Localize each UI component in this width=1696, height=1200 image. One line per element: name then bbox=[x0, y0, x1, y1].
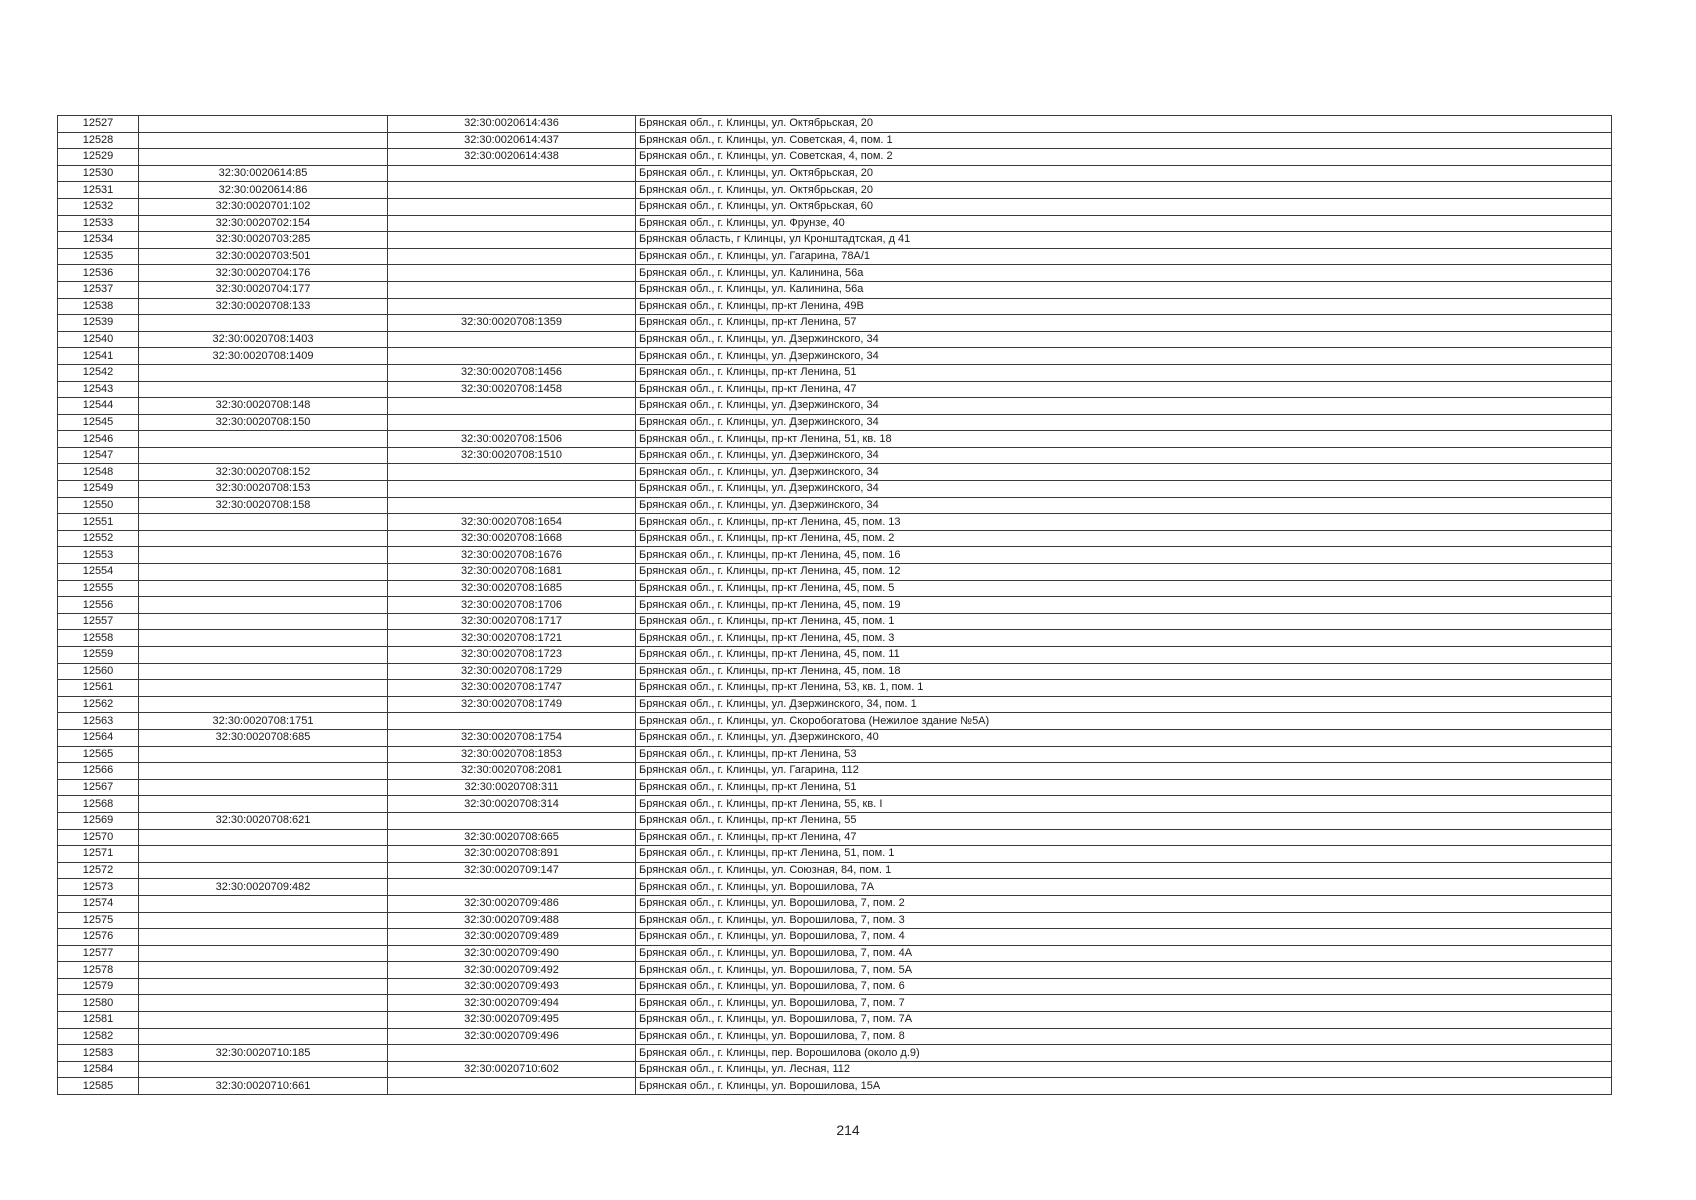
table-row bbox=[58, 481, 1612, 498]
table-row bbox=[58, 1012, 1612, 1029]
building-cadastral-cell bbox=[388, 812, 636, 829]
address-cell: Брянская обл., г. Клинцы, ул. Калинина, 56а bbox=[636, 281, 1612, 298]
table-row bbox=[58, 1061, 1612, 1078]
row-number-cell: 12539 bbox=[58, 315, 139, 332]
row-number-cell: 12566 bbox=[58, 763, 139, 780]
land-cadastral-cell bbox=[139, 447, 388, 464]
building-cadastral-cell: 32:30:0020708:311 bbox=[388, 779, 636, 796]
table-row bbox=[58, 978, 1612, 995]
building-cadastral-cell bbox=[388, 713, 636, 730]
row-number-cell: 12547 bbox=[58, 447, 139, 464]
row-number-cell: 12546 bbox=[58, 431, 139, 448]
land-cadastral-cell bbox=[139, 580, 388, 597]
land-cadastral-cell: 32:30:0020708:153 bbox=[139, 481, 388, 498]
land-cadastral-cell bbox=[139, 663, 388, 680]
building-cadastral-cell: 32:30:0020708:1853 bbox=[388, 746, 636, 763]
table-row bbox=[58, 879, 1612, 896]
building-cadastral-cell bbox=[388, 331, 636, 348]
table-row bbox=[58, 514, 1612, 531]
table-row bbox=[58, 713, 1612, 730]
address-cell: Брянская обл., г. Клинцы, ул. Скоробогатова (Нежилое здание №5А) bbox=[636, 713, 1612, 730]
building-cadastral-cell: 32:30:0020708:1723 bbox=[388, 647, 636, 664]
land-cadastral-cell bbox=[139, 132, 388, 149]
address-cell: Брянская обл., г. Клинцы, ул. Советская, 4, пом. 2 bbox=[636, 149, 1612, 166]
land-cadastral-cell bbox=[139, 564, 388, 581]
address-cell: Брянская обл., г. Клинцы, ул. Ворошилова, 7, пом. 8 bbox=[636, 1028, 1612, 1045]
land-cadastral-cell bbox=[139, 514, 388, 531]
row-number-cell: 12573 bbox=[58, 879, 139, 896]
row-number-cell: 12570 bbox=[58, 829, 139, 846]
row-number-cell: 12548 bbox=[58, 464, 139, 481]
land-cadastral-cell bbox=[139, 1012, 388, 1029]
address-cell: Брянская обл., г. Клинцы, пр-кт Ленина, 51, пом. 1 bbox=[636, 846, 1612, 863]
table-row bbox=[58, 929, 1612, 946]
table-row bbox=[58, 796, 1612, 813]
address-cell: Брянская обл., г. Клинцы, ул. Калинина, 56а bbox=[636, 265, 1612, 282]
row-number-cell: 12536 bbox=[58, 265, 139, 282]
table-row bbox=[58, 315, 1612, 332]
address-cell: Брянская область, г Клинцы, ул Кронштадтская, д 41 bbox=[636, 232, 1612, 249]
table-row bbox=[58, 630, 1612, 647]
building-cadastral-cell bbox=[388, 1045, 636, 1062]
table-row bbox=[58, 265, 1612, 282]
row-number-cell: 12534 bbox=[58, 232, 139, 249]
address-cell: Брянская обл., г. Клинцы, ул. Ворошилова, 7, пом. 4А bbox=[636, 945, 1612, 962]
address-cell: Брянская обл., г. Клинцы, ул. Дзержинского, 34 bbox=[636, 447, 1612, 464]
row-number-cell: 12567 bbox=[58, 779, 139, 796]
land-cadastral-cell: 32:30:0020708:1751 bbox=[139, 713, 388, 730]
building-cadastral-cell: 32:30:0020708:1685 bbox=[388, 580, 636, 597]
table-row bbox=[58, 381, 1612, 398]
address-cell: Брянская обл., г. Клинцы, пр-кт Ленина, 55 bbox=[636, 812, 1612, 829]
building-cadastral-cell: 32:30:0020709:492 bbox=[388, 962, 636, 979]
building-cadastral-cell: 32:30:0020614:438 bbox=[388, 149, 636, 166]
address-cell: Брянская обл., г. Клинцы, ул. Ворошилова, 7, пом. 7 bbox=[636, 995, 1612, 1012]
table-row bbox=[58, 912, 1612, 929]
address-cell: Брянская обл., г. Клинцы, ул. Дзержинского, 34 bbox=[636, 331, 1612, 348]
address-cell: Брянская обл., г. Клинцы, пр-кт Ленина, 53, кв. 1, пом. 1 bbox=[636, 680, 1612, 697]
land-cadastral-cell bbox=[139, 912, 388, 929]
row-number-cell: 12535 bbox=[58, 248, 139, 265]
table-row bbox=[58, 331, 1612, 348]
land-cadastral-cell: 32:30:0020710:185 bbox=[139, 1045, 388, 1062]
table-row bbox=[58, 232, 1612, 249]
table-row bbox=[58, 613, 1612, 630]
address-cell: Брянская обл., г. Клинцы, пр-кт Ленина, 51 bbox=[636, 364, 1612, 381]
address-cell: Брянская обл., г. Клинцы, ул. Ворошилова, 7, пом. 6 bbox=[636, 978, 1612, 995]
building-cadastral-cell: 32:30:0020710:602 bbox=[388, 1061, 636, 1078]
table-row bbox=[58, 132, 1612, 149]
address-cell: Брянская обл., г. Клинцы, ул. Советская, 4, пом. 1 bbox=[636, 132, 1612, 149]
table-row bbox=[58, 248, 1612, 265]
address-cell: Брянская обл., г. Клинцы, ул. Октябрьская, 20 bbox=[636, 165, 1612, 182]
row-number-cell: 12578 bbox=[58, 962, 139, 979]
land-cadastral-cell: 32:30:0020708:621 bbox=[139, 812, 388, 829]
address-cell: Брянская обл., г. Клинцы, пр-кт Ленина, 45, пом. 11 bbox=[636, 647, 1612, 664]
land-cadastral-cell bbox=[139, 597, 388, 614]
land-cadastral-cell: 32:30:0020709:482 bbox=[139, 879, 388, 896]
building-cadastral-cell bbox=[388, 248, 636, 265]
building-cadastral-cell bbox=[388, 182, 636, 199]
table-row bbox=[58, 431, 1612, 448]
building-cadastral-cell: 32:30:0020709:488 bbox=[388, 912, 636, 929]
table-row bbox=[58, 530, 1612, 547]
building-cadastral-cell: 32:30:0020709:490 bbox=[388, 945, 636, 962]
building-cadastral-cell: 32:30:0020708:1668 bbox=[388, 530, 636, 547]
land-cadastral-cell bbox=[139, 779, 388, 796]
row-number-cell: 12574 bbox=[58, 895, 139, 912]
address-cell: Брянская обл., г. Клинцы, ул. Ворошилова, 7, пом. 3 bbox=[636, 912, 1612, 929]
land-cadastral-cell bbox=[139, 647, 388, 664]
row-number-cell: 12551 bbox=[58, 514, 139, 531]
table-row bbox=[58, 348, 1612, 365]
address-cell: Брянская обл., г. Клинцы, ул. Ворошилова, 7А bbox=[636, 879, 1612, 896]
address-cell: Брянская обл., г. Клинцы, пр-кт Ленина, 45, пом. 5 bbox=[636, 580, 1612, 597]
building-cadastral-cell: 32:30:0020708:665 bbox=[388, 829, 636, 846]
building-cadastral-cell bbox=[388, 464, 636, 481]
building-cadastral-cell: 32:30:0020708:1676 bbox=[388, 547, 636, 564]
table-row bbox=[58, 116, 1612, 133]
land-cadastral-cell bbox=[139, 696, 388, 713]
row-number-cell: 12572 bbox=[58, 862, 139, 879]
land-cadastral-cell: 32:30:0020708:150 bbox=[139, 414, 388, 431]
land-cadastral-cell bbox=[139, 962, 388, 979]
building-cadastral-cell: 32:30:0020709:493 bbox=[388, 978, 636, 995]
table-row bbox=[58, 198, 1612, 215]
address-cell: Брянская обл., г. Клинцы, ул. Дзержинского, 34 bbox=[636, 464, 1612, 481]
row-number-cell: 12575 bbox=[58, 912, 139, 929]
table-row bbox=[58, 812, 1612, 829]
address-cell: Брянская обл., г. Клинцы, ул. Лесная, 112 bbox=[636, 1061, 1612, 1078]
row-number-cell: 12561 bbox=[58, 680, 139, 697]
land-cadastral-cell bbox=[139, 796, 388, 813]
building-cadastral-cell bbox=[388, 398, 636, 415]
row-number-cell: 12537 bbox=[58, 281, 139, 298]
address-cell: Брянская обл., г. Клинцы, пр-кт Ленина, 55, кв. I bbox=[636, 796, 1612, 813]
address-cell: Брянская обл., г. Клинцы, пр-кт Ленина, 45, пом. 18 bbox=[636, 663, 1612, 680]
row-number-cell: 12527 bbox=[58, 116, 139, 133]
building-cadastral-cell bbox=[388, 879, 636, 896]
building-cadastral-cell bbox=[388, 298, 636, 315]
land-cadastral-cell bbox=[139, 895, 388, 912]
row-number-cell: 12576 bbox=[58, 929, 139, 946]
row-number-cell: 12542 bbox=[58, 364, 139, 381]
address-cell: Брянская обл., г. Клинцы, пр-кт Ленина, 47 bbox=[636, 829, 1612, 846]
row-number-cell: 12569 bbox=[58, 812, 139, 829]
building-cadastral-cell: 32:30:0020708:1456 bbox=[388, 364, 636, 381]
table-row bbox=[58, 895, 1612, 912]
row-number-cell: 12564 bbox=[58, 729, 139, 746]
building-cadastral-cell: 32:30:0020708:1506 bbox=[388, 431, 636, 448]
row-number-cell: 12530 bbox=[58, 165, 139, 182]
land-cadastral-cell: 32:30:0020708:1403 bbox=[139, 331, 388, 348]
row-number-cell: 12563 bbox=[58, 713, 139, 730]
address-cell: Брянская обл., г. Клинцы, ул. Ворошилова, 7, пом. 4 bbox=[636, 929, 1612, 946]
table-row bbox=[58, 729, 1612, 746]
land-cadastral-cell: 32:30:0020708:1409 bbox=[139, 348, 388, 365]
address-cell: Брянская обл., г. Клинцы, пр-кт Ленина, 45, пом. 13 bbox=[636, 514, 1612, 531]
address-cell: Брянская обл., г. Клинцы, ул. Дзержинского, 34 bbox=[636, 398, 1612, 415]
land-cadastral-cell bbox=[139, 149, 388, 166]
land-cadastral-cell: 32:30:0020704:177 bbox=[139, 281, 388, 298]
row-number-cell: 12528 bbox=[58, 132, 139, 149]
address-cell: Брянская обл., г. Клинцы, ул. Дзержинского, 34, пом. 1 bbox=[636, 696, 1612, 713]
address-cell: Брянская обл., г. Клинцы, пр-кт Ленина, 47 bbox=[636, 381, 1612, 398]
land-cadastral-cell: 32:30:0020701:102 bbox=[139, 198, 388, 215]
land-cadastral-cell: 32:30:0020703:285 bbox=[139, 232, 388, 249]
table-row bbox=[58, 846, 1612, 863]
building-cadastral-cell bbox=[388, 215, 636, 232]
address-cell: Брянская обл., г. Клинцы, ул. Октябрьская, 60 bbox=[636, 198, 1612, 215]
building-cadastral-cell: 32:30:0020708:891 bbox=[388, 846, 636, 863]
row-number-cell: 12577 bbox=[58, 945, 139, 962]
building-cadastral-cell bbox=[388, 414, 636, 431]
land-cadastral-cell: 32:30:0020614:85 bbox=[139, 165, 388, 182]
row-number-cell: 12540 bbox=[58, 331, 139, 348]
land-cadastral-cell bbox=[139, 530, 388, 547]
address-cell: Брянская обл., г. Клинцы, ул. Фрунзе, 40 bbox=[636, 215, 1612, 232]
land-cadastral-cell bbox=[139, 547, 388, 564]
address-cell: Брянская обл., г. Клинцы, ул. Дзержинского, 34 bbox=[636, 497, 1612, 514]
row-number-cell: 12532 bbox=[58, 198, 139, 215]
table-row bbox=[58, 497, 1612, 514]
address-cell: Брянская обл., г. Клинцы, ул. Гагарина, 78А/1 bbox=[636, 248, 1612, 265]
land-cadastral-cell bbox=[139, 995, 388, 1012]
building-cadastral-cell bbox=[388, 265, 636, 282]
building-cadastral-cell: 32:30:0020708:1721 bbox=[388, 630, 636, 647]
table-row bbox=[58, 182, 1612, 199]
address-cell: Брянская обл., г. Клинцы, ул. Дзержинского, 34 bbox=[636, 481, 1612, 498]
table-row bbox=[58, 1045, 1612, 1062]
page-number: 214 bbox=[836, 1122, 860, 1138]
address-cell: Брянская обл., г. Клинцы, пр-кт Ленина, 51, кв. 18 bbox=[636, 431, 1612, 448]
row-number-cell: 12555 bbox=[58, 580, 139, 597]
row-number-cell: 12554 bbox=[58, 564, 139, 581]
row-number-cell: 12533 bbox=[58, 215, 139, 232]
table-row bbox=[58, 597, 1612, 614]
land-cadastral-cell bbox=[139, 929, 388, 946]
building-cadastral-cell bbox=[388, 348, 636, 365]
land-cadastral-cell bbox=[139, 978, 388, 995]
table-row bbox=[58, 580, 1612, 597]
table-row bbox=[58, 364, 1612, 381]
table-row bbox=[58, 763, 1612, 780]
table-row bbox=[58, 447, 1612, 464]
building-cadastral-cell: 32:30:0020709:494 bbox=[388, 995, 636, 1012]
address-cell: Брянская обл., г. Клинцы, ул. Ворошилова, 15А bbox=[636, 1078, 1612, 1095]
row-number-cell: 12531 bbox=[58, 182, 139, 199]
table-row bbox=[58, 414, 1612, 431]
building-cadastral-cell: 32:30:0020709:486 bbox=[388, 895, 636, 912]
row-number-cell: 12565 bbox=[58, 746, 139, 763]
row-number-cell: 12559 bbox=[58, 647, 139, 664]
table-row bbox=[58, 149, 1612, 166]
land-cadastral-cell: 32:30:0020703:501 bbox=[139, 248, 388, 265]
land-cadastral-cell bbox=[139, 1028, 388, 1045]
land-cadastral-cell bbox=[139, 846, 388, 863]
row-number-cell: 12560 bbox=[58, 663, 139, 680]
row-number-cell: 12571 bbox=[58, 846, 139, 863]
row-number-cell: 12544 bbox=[58, 398, 139, 415]
land-cadastral-cell bbox=[139, 116, 388, 133]
address-cell: Брянская обл., г. Клинцы, пр-кт Ленина, 45, пом. 1 bbox=[636, 613, 1612, 630]
address-cell: Брянская обл., г. Клинцы, ул. Ворошилова, 7, пом. 2 bbox=[636, 895, 1612, 912]
building-cadastral-cell bbox=[388, 481, 636, 498]
land-cadastral-cell bbox=[139, 613, 388, 630]
land-cadastral-cell bbox=[139, 315, 388, 332]
address-cell: Брянская обл., г. Клинцы, пр-кт Ленина, 51 bbox=[636, 779, 1612, 796]
table-row bbox=[58, 464, 1612, 481]
table-row bbox=[58, 862, 1612, 879]
table-row bbox=[58, 564, 1612, 581]
row-number-cell: 12557 bbox=[58, 613, 139, 630]
row-number-cell: 12579 bbox=[58, 978, 139, 995]
registry-table-body bbox=[58, 116, 1612, 1095]
row-number-cell: 12562 bbox=[58, 696, 139, 713]
table-row bbox=[58, 647, 1612, 664]
building-cadastral-cell: 32:30:0020708:1754 bbox=[388, 729, 636, 746]
land-cadastral-cell: 32:30:0020710:661 bbox=[139, 1078, 388, 1095]
row-number-cell: 12541 bbox=[58, 348, 139, 365]
building-cadastral-cell: 32:30:0020614:437 bbox=[388, 132, 636, 149]
land-cadastral-cell bbox=[139, 680, 388, 697]
table-row bbox=[58, 995, 1612, 1012]
building-cadastral-cell bbox=[388, 165, 636, 182]
table-row bbox=[58, 1078, 1612, 1095]
row-number-cell: 12558 bbox=[58, 630, 139, 647]
land-cadastral-cell bbox=[139, 431, 388, 448]
address-cell: Брянская обл., г. Клинцы, ул. Дзержинского, 40 bbox=[636, 729, 1612, 746]
building-cadastral-cell: 32:30:0020708:1747 bbox=[388, 680, 636, 697]
land-cadastral-cell bbox=[139, 746, 388, 763]
building-cadastral-cell: 32:30:0020709:495 bbox=[388, 1012, 636, 1029]
row-number-cell: 12545 bbox=[58, 414, 139, 431]
address-cell: Брянская обл., г. Клинцы, ул. Ворошилова, 7, пом. 5А bbox=[636, 962, 1612, 979]
building-cadastral-cell: 32:30:0020709:496 bbox=[388, 1028, 636, 1045]
address-cell: Брянская обл., г. Клинцы, ул. Ворошилова, 7, пом. 7А bbox=[636, 1012, 1612, 1029]
land-cadastral-cell bbox=[139, 630, 388, 647]
address-cell: Брянская обл., г. Клинцы, пр-кт Ленина, 49В bbox=[636, 298, 1612, 315]
building-cadastral-cell: 32:30:0020708:1717 bbox=[388, 613, 636, 630]
table-row bbox=[58, 165, 1612, 182]
building-cadastral-cell bbox=[388, 198, 636, 215]
land-cadastral-cell bbox=[139, 381, 388, 398]
table-row bbox=[58, 962, 1612, 979]
building-cadastral-cell: 32:30:0020708:1654 bbox=[388, 514, 636, 531]
land-cadastral-cell: 32:30:0020708:152 bbox=[139, 464, 388, 481]
address-cell: Брянская обл., г. Клинцы, пр-кт Ленина, 57 bbox=[636, 315, 1612, 332]
row-number-cell: 12550 bbox=[58, 497, 139, 514]
row-number-cell: 12549 bbox=[58, 481, 139, 498]
land-cadastral-cell bbox=[139, 364, 388, 381]
table-row bbox=[58, 779, 1612, 796]
land-cadastral-cell: 32:30:0020614:86 bbox=[139, 182, 388, 199]
address-cell: Брянская обл., г. Клинцы, пр-кт Ленина, 45, пом. 12 bbox=[636, 564, 1612, 581]
building-cadastral-cell: 32:30:0020708:1681 bbox=[388, 564, 636, 581]
row-number-cell: 12543 bbox=[58, 381, 139, 398]
row-number-cell: 12553 bbox=[58, 547, 139, 564]
building-cadastral-cell: 32:30:0020709:489 bbox=[388, 929, 636, 946]
address-cell: Брянская обл., г. Клинцы, ул. Гагарина, 112 bbox=[636, 763, 1612, 780]
building-cadastral-cell bbox=[388, 281, 636, 298]
building-cadastral-cell bbox=[388, 1078, 636, 1095]
table-row bbox=[58, 696, 1612, 713]
table-row bbox=[58, 398, 1612, 415]
table-row bbox=[58, 945, 1612, 962]
row-number-cell: 12580 bbox=[58, 995, 139, 1012]
land-cadastral-cell bbox=[139, 862, 388, 879]
land-cadastral-cell bbox=[139, 945, 388, 962]
building-cadastral-cell bbox=[388, 232, 636, 249]
building-cadastral-cell: 32:30:0020708:314 bbox=[388, 796, 636, 813]
building-cadastral-cell: 32:30:0020708:1729 bbox=[388, 663, 636, 680]
row-number-cell: 12582 bbox=[58, 1028, 139, 1045]
table-row bbox=[58, 215, 1612, 232]
address-cell: Брянская обл., г. Клинцы, пр-кт Ленина, 45, пом. 3 bbox=[636, 630, 1612, 647]
table-row bbox=[58, 680, 1612, 697]
address-cell: Брянская обл., г. Клинцы, ул. Октябрьская, 20 bbox=[636, 182, 1612, 199]
land-cadastral-cell bbox=[139, 1061, 388, 1078]
address-cell: Брянская обл., г. Клинцы, пр-кт Ленина, 45, пом. 19 bbox=[636, 597, 1612, 614]
table-row bbox=[58, 829, 1612, 846]
land-cadastral-cell: 32:30:0020704:176 bbox=[139, 265, 388, 282]
row-number-cell: 12529 bbox=[58, 149, 139, 166]
table-row bbox=[58, 746, 1612, 763]
building-cadastral-cell: 32:30:0020708:2081 bbox=[388, 763, 636, 780]
address-cell: Брянская обл., г. Клинцы, пр-кт Ленина, 45, пом. 2 bbox=[636, 530, 1612, 547]
row-number-cell: 12583 bbox=[58, 1045, 139, 1062]
address-cell: Брянская обл., г. Клинцы, ул. Дзержинского, 34 bbox=[636, 348, 1612, 365]
building-cadastral-cell: 32:30:0020708:1458 bbox=[388, 381, 636, 398]
land-cadastral-cell: 32:30:0020708:158 bbox=[139, 497, 388, 514]
table-row bbox=[58, 298, 1612, 315]
row-number-cell: 12552 bbox=[58, 530, 139, 547]
address-cell: Брянская обл., г. Клинцы, пр-кт Ленина, 45, пом. 16 bbox=[636, 547, 1612, 564]
row-number-cell: 12581 bbox=[58, 1012, 139, 1029]
row-number-cell: 12585 bbox=[58, 1078, 139, 1095]
row-number-cell: 12584 bbox=[58, 1061, 139, 1078]
table-row bbox=[58, 1028, 1612, 1045]
land-cadastral-cell bbox=[139, 829, 388, 846]
building-cadastral-cell: 32:30:0020709:147 bbox=[388, 862, 636, 879]
building-cadastral-cell bbox=[388, 497, 636, 514]
address-cell: Брянская обл., г. Клинцы, ул. Октябрьская, 20 bbox=[636, 116, 1612, 133]
land-cadastral-cell: 32:30:0020708:148 bbox=[139, 398, 388, 415]
building-cadastral-cell: 32:30:0020708:1749 bbox=[388, 696, 636, 713]
row-number-cell: 12538 bbox=[58, 298, 139, 315]
land-cadastral-cell: 32:30:0020702:154 bbox=[139, 215, 388, 232]
address-cell: Брянская обл., г. Клинцы, ул. Союзная, 84, пом. 1 bbox=[636, 862, 1612, 879]
land-cadastral-cell: 32:30:0020708:133 bbox=[139, 298, 388, 315]
table-row bbox=[58, 547, 1612, 564]
building-cadastral-cell: 32:30:0020708:1510 bbox=[388, 447, 636, 464]
land-cadastral-cell: 32:30:0020708:685 bbox=[139, 729, 388, 746]
land-cadastral-cell bbox=[139, 763, 388, 780]
building-cadastral-cell: 32:30:0020708:1706 bbox=[388, 597, 636, 614]
address-cell: Брянская обл., г. Клинцы, пр-кт Ленина, 53 bbox=[636, 746, 1612, 763]
building-cadastral-cell: 32:30:0020708:1359 bbox=[388, 315, 636, 332]
table-row bbox=[58, 663, 1612, 680]
row-number-cell: 12556 bbox=[58, 597, 139, 614]
registry-table bbox=[57, 115, 1612, 1095]
building-cadastral-cell: 32:30:0020614:436 bbox=[388, 116, 636, 133]
table-row bbox=[58, 281, 1612, 298]
address-cell: Брянская обл., г. Клинцы, пер. Ворошилова (около д.9) bbox=[636, 1045, 1612, 1062]
address-cell: Брянская обл., г. Клинцы, ул. Дзержинского, 34 bbox=[636, 414, 1612, 431]
row-number-cell: 12568 bbox=[58, 796, 139, 813]
